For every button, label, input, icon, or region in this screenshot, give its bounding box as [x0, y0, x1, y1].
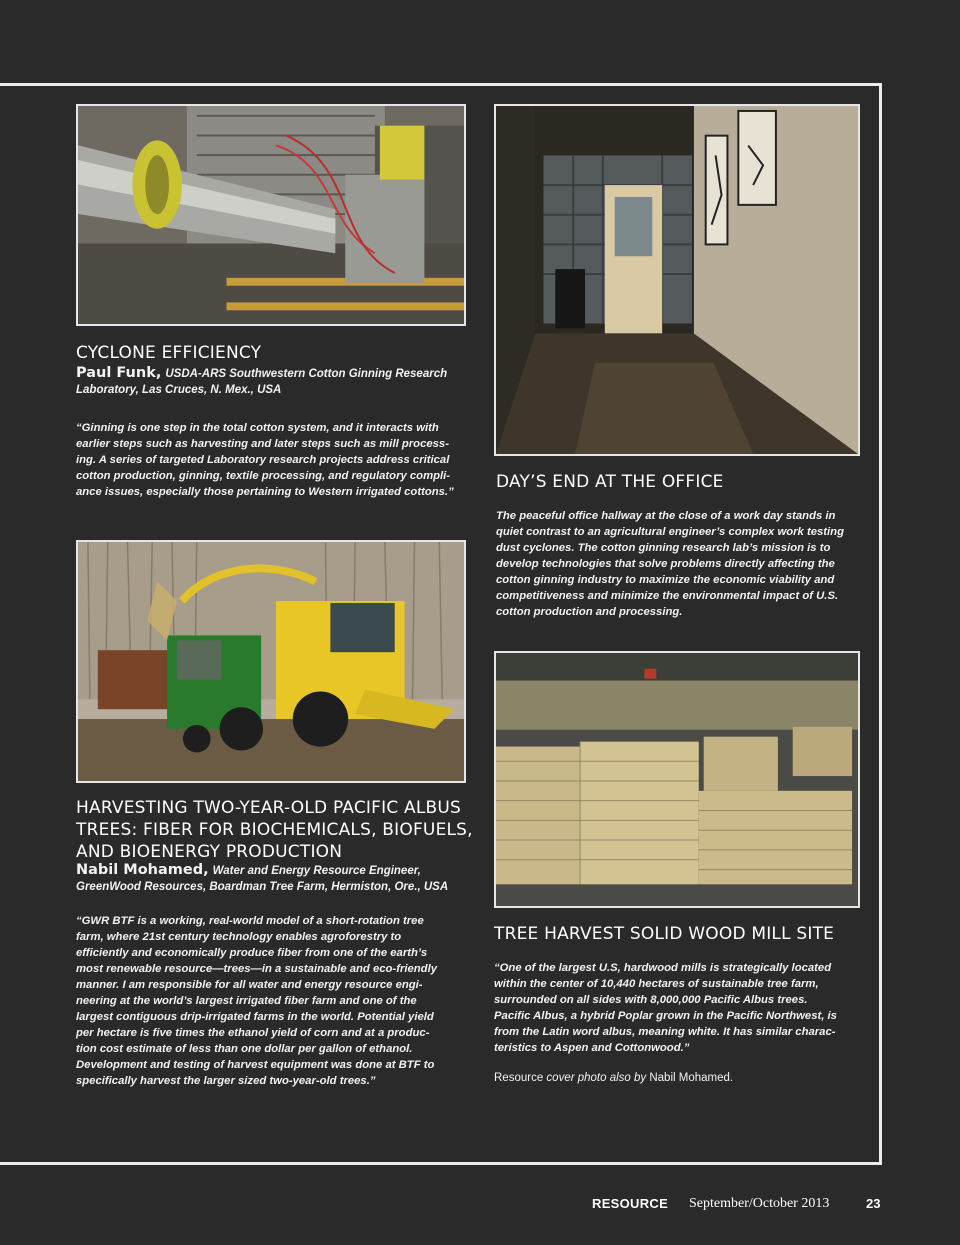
quote-line: earlier steps such as harvesting and later steps such as mill process- — [76, 438, 449, 450]
harvest-photo — [76, 540, 466, 783]
quote-line: farm, where 21st century technology enables agroforestry to — [76, 931, 402, 943]
office-title: DAY’S END AT THE OFFICE — [496, 472, 724, 492]
quote-line: cotton production, ginning, textile processing, and regulatory compli- — [76, 470, 451, 482]
office-hallway-photo — [494, 104, 860, 456]
quote-line: Development and testing of harvest equipment was done at BTF to — [76, 1059, 435, 1071]
cyclone-byline — [76, 365, 476, 398]
quote-line: most renewable resource—trees—in a sustainable and eco-friendly — [76, 963, 437, 975]
quote-line: efficiently and economically produce fiber from one of the earth’s — [76, 947, 428, 959]
quote-line: “Ginning is one step in the total cotton system, and it interacts with — [76, 422, 439, 434]
quote-line: ance issues, especially those pertaining to Western irrigated cottons.” — [76, 486, 454, 498]
harvest-byline — [76, 862, 496, 895]
quote-line: The peaceful office hallway at the close of a work day stands in — [496, 510, 836, 522]
quote-line: specifically harvest the larger sized two-year-old trees.” — [76, 1075, 376, 1087]
cyclone-affiliation-2: Laboratory, Las Cruces, N. Mex., USA — [76, 384, 282, 396]
quote-line: within the center of 10,440 hectares of sustainable tree farm, — [494, 978, 819, 990]
quote-line: per hectare is five times the ethanol yield of corn and at a produc- — [76, 1027, 430, 1039]
harvest-quote — [76, 913, 476, 1089]
quote-line: Pacific Albus, a hybrid Poplar grown in the Pacific Northwest, is — [494, 1010, 837, 1022]
quote-line: develop technologies that solve problems directly affecting the — [496, 558, 835, 570]
quote-line: competitiveness and minimize the environmental impact of U.S. — [496, 590, 839, 602]
credit-magazine: Resource — [494, 1072, 544, 1084]
office-quote — [496, 508, 866, 620]
quote-line: neering at the world’s largest irrigated fiber farm and one of the — [76, 995, 417, 1007]
mill-title: TREE HARVEST SOLID WOOD MILL SITE — [494, 924, 835, 944]
quote-line: from the Latin word albus, meaning white. It has similar charac- — [494, 1026, 836, 1038]
harvest-affiliation-2: GreenWood Resources, Boardman Tree Farm, Hermiston, Ore., USA — [76, 881, 449, 893]
cyclone-quote — [76, 420, 476, 500]
quote-line: “GWR BTF is a working, real-world model of a short-rotation tree — [76, 915, 424, 927]
quote-line: cotton ginning industry to maximize the economic viability and — [496, 574, 835, 586]
cover-photo-credit — [494, 1072, 733, 1084]
quote-line: largest contiguous drip-irrigated farms in the world. Potential yield — [76, 1011, 434, 1023]
quote-line: manner. I am responsible for all water and energy resource engi- — [76, 979, 423, 991]
quote-line: cotton production and processing. — [496, 606, 683, 618]
quote-line: “One of the largest U.S, hardwood mills is strategically located — [494, 962, 832, 974]
quote-line: tion cost estimate of less than one dollar per gallon of ethanol. — [76, 1043, 413, 1055]
footer-page-number: 23 — [866, 1196, 881, 1211]
mill-quote — [494, 960, 869, 1056]
cyclone-author: Paul Funk, — [76, 365, 162, 381]
credit-text: cover photo also by — [546, 1072, 647, 1084]
cyclone-photo — [76, 104, 466, 326]
quote-line: teristics to Aspen and Cottonwood.” — [494, 1042, 690, 1054]
harvest-author: Nabil Mohamed, — [76, 862, 209, 878]
footer-magazine-name: RESOURCE — [592, 1196, 669, 1211]
harvest-affiliation-1: Water and Energy Resource Engineer, — [212, 865, 421, 877]
quote-line: ing. A series of targeted Laboratory research projects address critical — [76, 454, 450, 466]
quote-line: surrounded on all sides with 8,000,000 Pacific Albus trees. — [494, 994, 808, 1006]
harvest-title — [76, 797, 473, 863]
harvest-title-line: AND BIOENERGY PRODUCTION — [76, 842, 343, 862]
harvest-title-line: HARVESTING TWO-YEAR-OLD PACIFIC ALBUS — [76, 798, 461, 818]
cyclone-title: CYCLONE EFFICIENCY — [76, 343, 262, 363]
wood-mill-photo — [494, 651, 860, 908]
quote-line: dust cyclones. The cotton ginning research lab’s mission is to — [496, 542, 831, 554]
cyclone-affiliation-1: USDA-ARS Southwestern Cotton Ginning Research — [165, 368, 448, 380]
footer-issue-date: September/October 2013 — [689, 1196, 830, 1211]
quote-line: quiet contrast to an agricultural engineer’s complex work testing — [496, 526, 844, 538]
credit-name: Nabil Mohamed. — [649, 1072, 734, 1084]
harvest-title-line: TREES: FIBER FOR BIOCHEMICALS, BIOFUELS, — [76, 820, 473, 840]
